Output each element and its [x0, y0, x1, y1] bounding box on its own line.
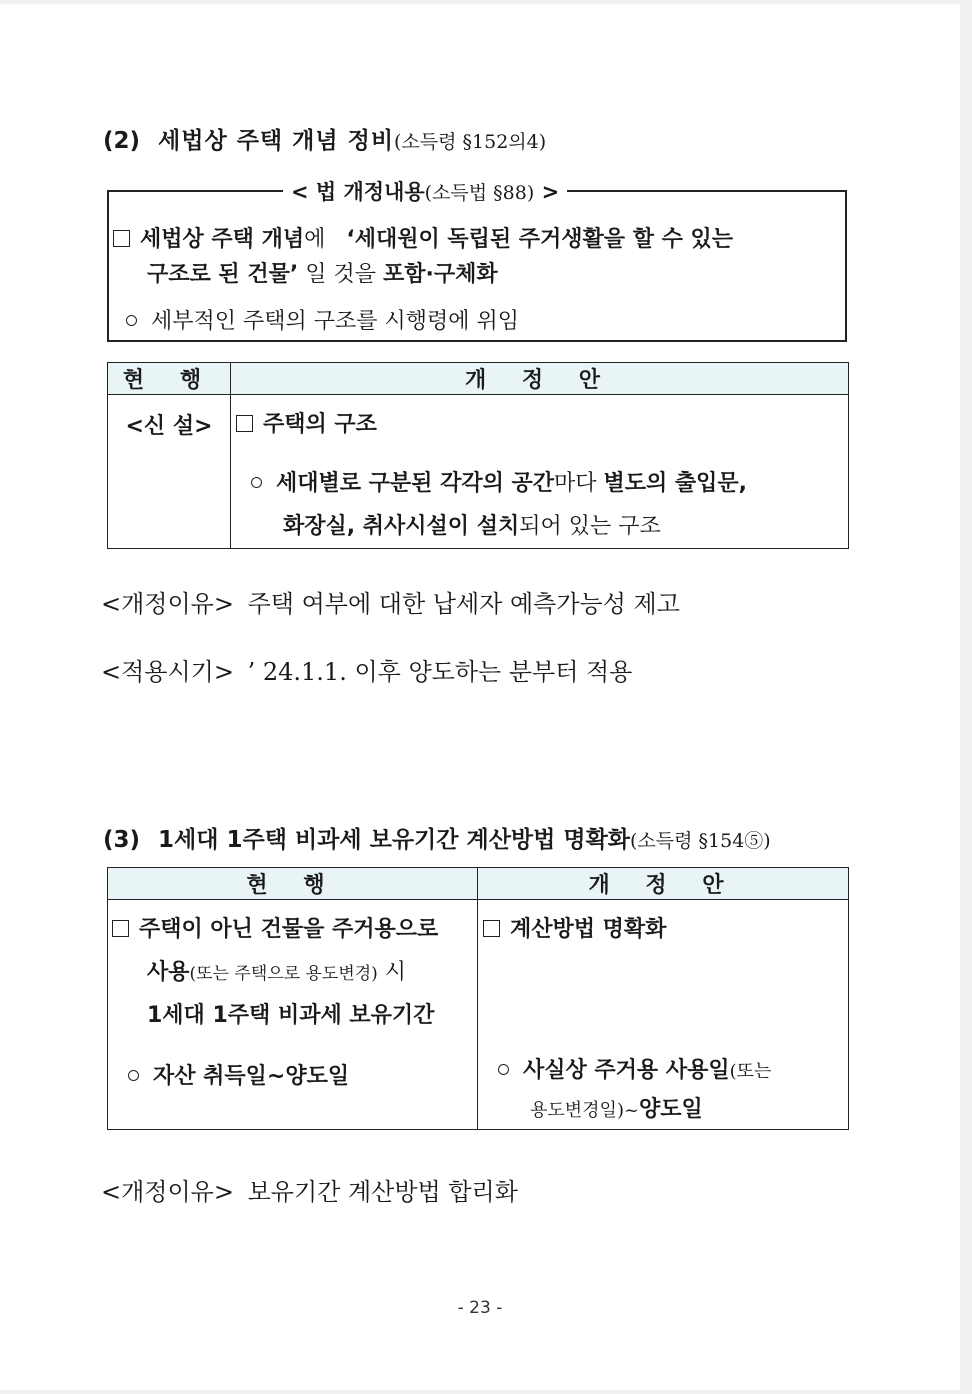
current-cell	[108, 900, 478, 1130]
law-box-item	[113, 222, 733, 253]
proposed-sub-bold-1: 세대별로 구분된 각각의 공간	[276, 471, 555, 496]
proposed-sub-item-line2	[478, 1084, 848, 1123]
reason-label: <개정이유>	[101, 1178, 234, 1206]
checkbox-square-icon	[483, 920, 500, 937]
proposed-sub-item	[478, 943, 848, 1084]
current-item-line2	[108, 943, 477, 986]
current-item-line3	[108, 986, 477, 1029]
proposed-sub-small-1: (또는	[729, 1061, 772, 1082]
proposed-sub-normal-1: 마다	[554, 471, 604, 496]
proposed-title	[231, 395, 848, 438]
proposed-cell	[231, 395, 849, 549]
section2-reason	[101, 584, 680, 619]
law-box-title	[283, 176, 567, 206]
proposed-title-text: 주택의 구조	[263, 412, 377, 437]
circle-bullet-icon	[126, 315, 137, 326]
law-box-item-normal-1: 에	[304, 227, 326, 252]
section3-heading	[103, 821, 771, 854]
law-box-item-line2	[147, 257, 498, 288]
circle-bullet-icon	[251, 477, 262, 488]
current-cell	[108, 395, 231, 549]
law-box-title-end: >	[534, 180, 560, 204]
section3-title: 1세대 1주택 비과세 보유기간 계산방법 명확화	[158, 827, 631, 853]
current-sub-text: 자산 취득일~양도일	[153, 1064, 350, 1089]
current-small-1: (또는 주택으로 용도변경)	[189, 964, 378, 984]
law-box-item-bold-1: 세법상 주택 개념	[140, 227, 305, 252]
column-header-current: 현 행	[108, 363, 231, 395]
section2-title: 세법상 주택 개념 정비	[158, 128, 395, 154]
law-box-title-label: < 법 개정내용	[291, 180, 425, 204]
proposed-sub-bold-3: 화장실, 취사시설이 설치	[283, 514, 520, 539]
circle-bullet-icon	[498, 1064, 509, 1075]
current-normal-1: 시	[377, 960, 407, 985]
section3-comparison-table	[107, 867, 849, 1130]
reason-text: 주택 여부에 대한 납세자 예측가능성 제고	[247, 590, 680, 618]
law-box-item-bold-2: ‘세대원이 독립된 주거생활을 할 수 있는	[346, 227, 734, 252]
current-item	[108, 900, 477, 943]
checkbox-square-icon	[236, 415, 253, 432]
circle-bullet-icon	[128, 1070, 139, 1081]
current-new-label: <신 설>	[125, 414, 213, 439]
proposed-sub-normal-2: 되어 있는 구조	[519, 514, 661, 539]
proposed-sub-bold: 사실상 주거용 사용일	[523, 1058, 730, 1083]
column-header-proposed: 개 정 안	[478, 868, 849, 900]
proposed-title-text: 계산방법 명확화	[510, 917, 667, 942]
effective-label: <적용시기>	[101, 658, 234, 686]
section2-comparison-table	[107, 362, 849, 549]
effective-text: ’ 24.1.1. 이후 양도하는 분부터 적용	[247, 658, 633, 686]
section2-number: (2)	[103, 128, 141, 154]
document-page	[0, 4, 960, 1390]
checkbox-square-icon	[112, 920, 129, 937]
section3-number: (3)	[103, 827, 141, 853]
page-number: - 23 -	[457, 1298, 503, 1318]
reason-label: <개정이유>	[101, 590, 234, 618]
proposed-title	[478, 900, 848, 943]
section2-heading	[103, 122, 546, 155]
law-box-sub-item-text: 세부적인 주택의 구조를 시행령에 위임	[151, 309, 520, 334]
section2-effective	[101, 652, 632, 687]
law-box-item-bold-3: 구조로 된 건물’	[147, 262, 299, 287]
proposed-sub-bold-2: 별도의 출입문,	[603, 471, 748, 496]
law-box-item-normal-2: 일 것을	[298, 262, 383, 287]
column-header-proposed: 개 정 안	[231, 363, 849, 395]
section3-reason	[101, 1172, 518, 1207]
section3-ref: (소득령 §154⑤)	[630, 830, 771, 852]
current-bold-3: 1세대 1주택 비과세 보유기간	[147, 1003, 435, 1028]
law-box-sub-item	[126, 304, 519, 335]
proposed-cell	[478, 900, 849, 1130]
column-header-current: 현 행	[108, 868, 478, 900]
current-bold-2: 사용	[147, 960, 190, 985]
proposed-sub-item	[231, 438, 848, 497]
section2-ref: (소득령 §152의4)	[394, 131, 547, 153]
law-box-item-bold-4: 포함·구체화	[382, 262, 498, 287]
proposed-sub-item-line2	[231, 497, 848, 540]
checkbox-square-icon	[113, 230, 130, 247]
law-box-title-ref: (소득법 §88)	[424, 182, 535, 204]
current-sub-item	[108, 1029, 477, 1090]
proposed-sub-bold-2: 양도일	[639, 1097, 703, 1122]
reason-text: 보유기간 계산방법 합리화	[247, 1178, 518, 1206]
current-bold-1: 주택이 아닌 건물을 주거용으로	[139, 917, 439, 942]
proposed-sub-small-2: 용도변경일)~	[530, 1100, 640, 1121]
